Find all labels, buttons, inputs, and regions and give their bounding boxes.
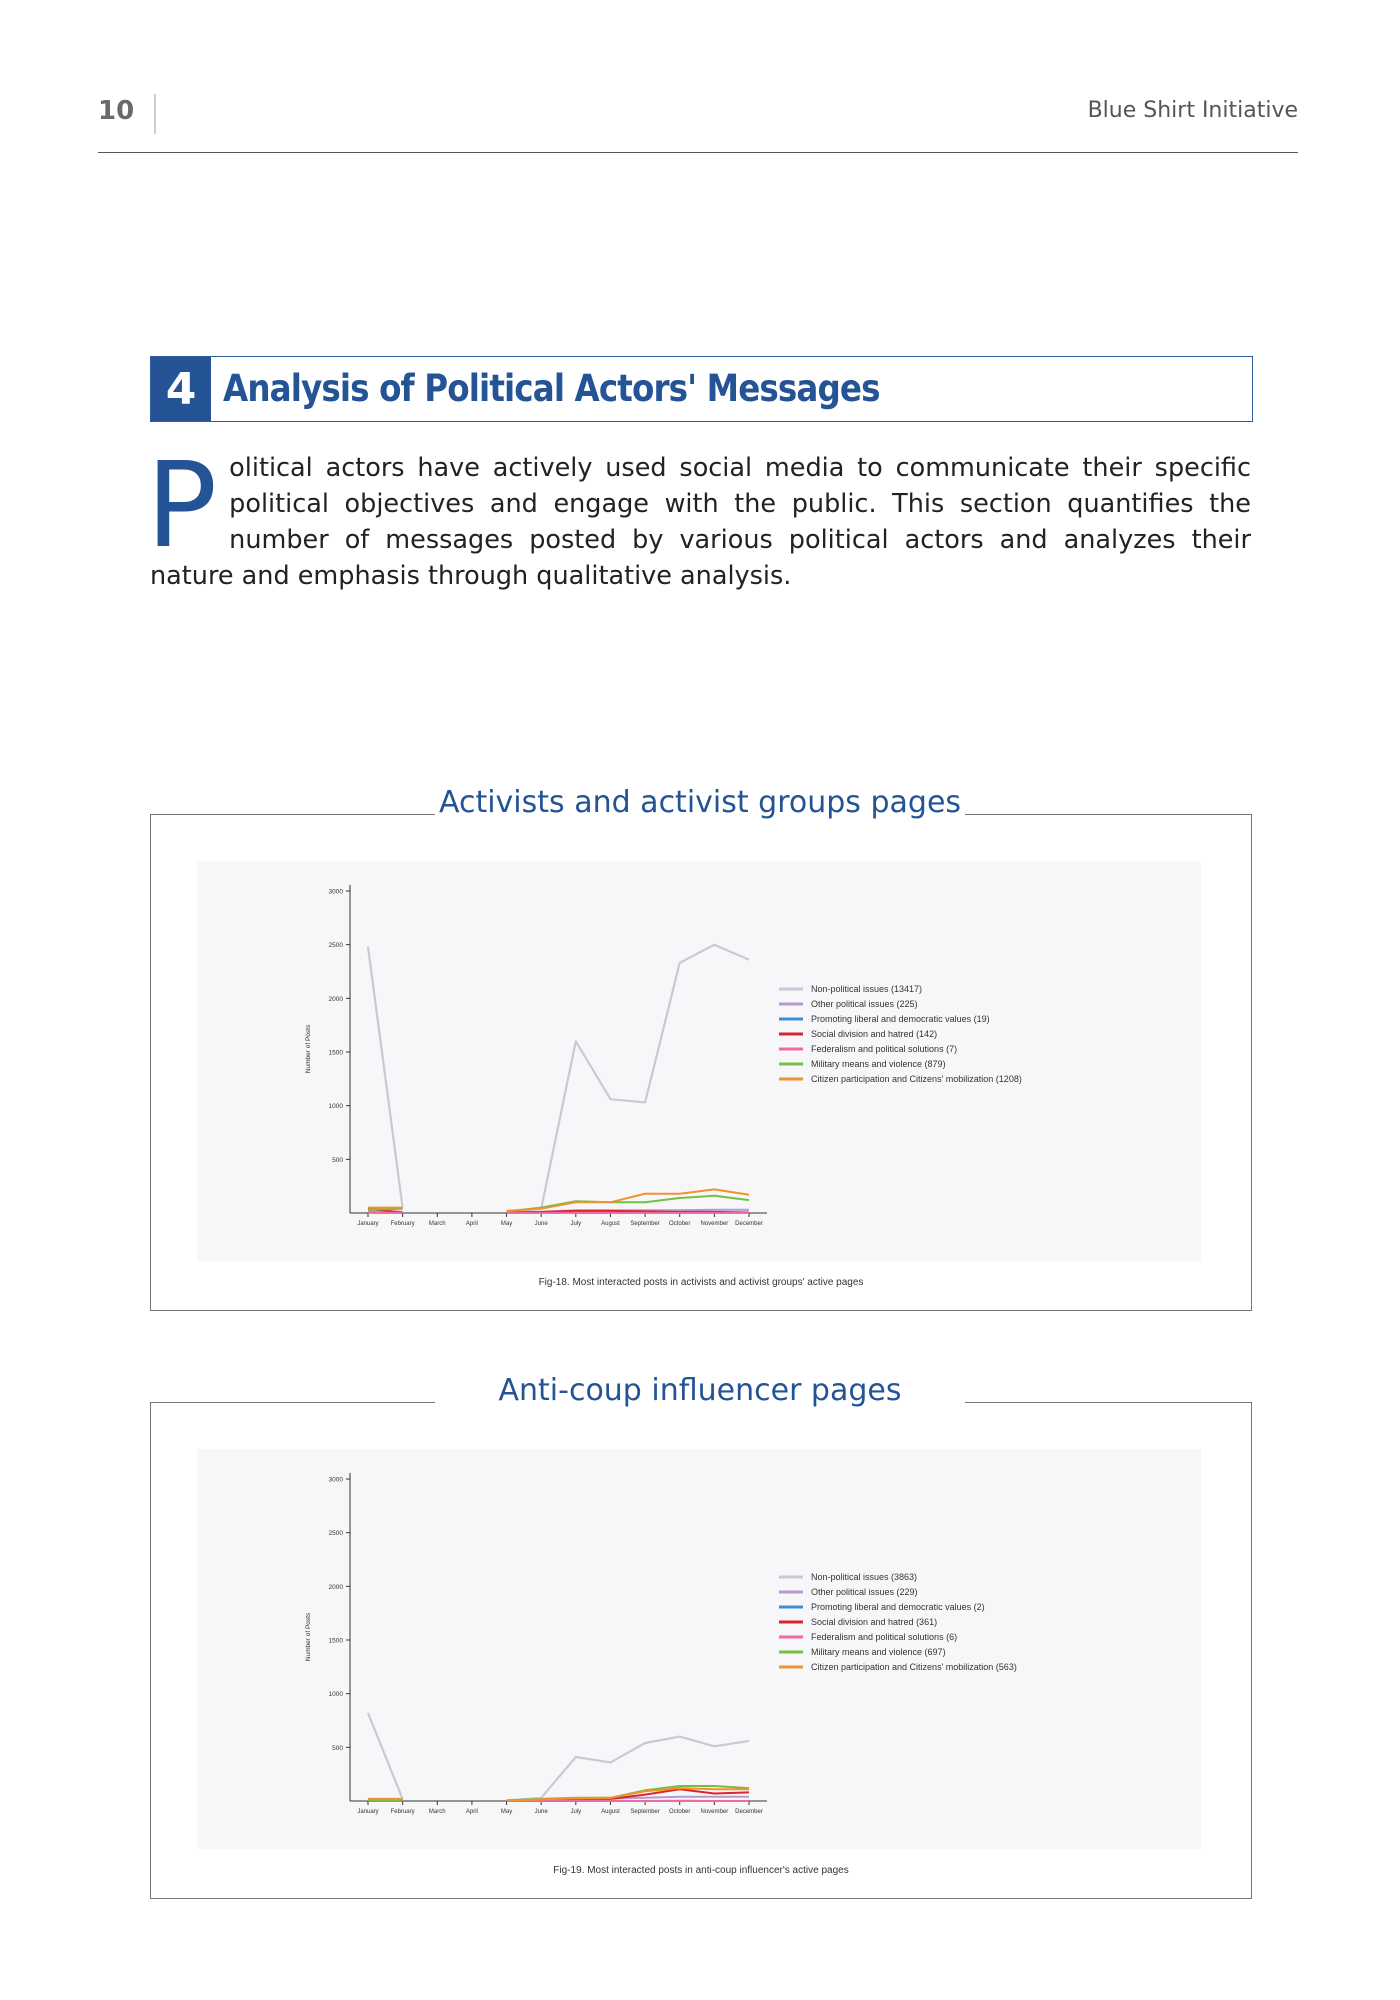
x-tick-label: September: [630, 1809, 660, 1815]
figure-caption: Fig-19. Most interacted posts in anti-coup influencer's active pages: [553, 1865, 849, 1876]
x-tick-label: November: [700, 1221, 729, 1227]
y-tick-label: 1000: [328, 1103, 343, 1111]
x-tick-label: September: [630, 1221, 660, 1227]
y-axis-label: Number of Posts: [305, 1024, 312, 1074]
drop-cap: P: [146, 436, 218, 574]
x-tick-label: April: [465, 1221, 478, 1227]
header-divider: [154, 94, 156, 134]
figure-caption: Fig-18. Most interacted posts in activists and activist groups' active pages: [538, 1277, 864, 1288]
x-tick-label: December: [735, 1221, 763, 1227]
section-heading: [150, 356, 1253, 422]
y-tick-label: 3000: [328, 888, 343, 896]
y-tick-label: 2500: [328, 942, 343, 950]
legend-label: Other political issues (229): [811, 1587, 918, 1597]
x-tick-label: December: [735, 1809, 763, 1815]
figure-influencers: [150, 1373, 1252, 1899]
legend-label: Non-political issues (3863): [811, 1572, 918, 1582]
x-tick-label: March: [428, 1809, 446, 1815]
x-tick-label: October: [669, 1809, 691, 1815]
legend-label: Federalism and political solutions (7): [811, 1044, 958, 1054]
legend-label: Social division and hatred (142): [811, 1029, 938, 1039]
y-tick-label: 2500: [328, 1530, 343, 1538]
x-tick-label: March: [428, 1221, 446, 1227]
legend-label: Military means and violence (879): [811, 1059, 946, 1069]
page-number: 10: [98, 96, 135, 126]
x-tick-label: January: [357, 1809, 379, 1815]
x-tick-label: August: [601, 1221, 620, 1227]
x-tick-label: April: [465, 1809, 478, 1815]
figure-title: Activists and activist groups pages: [435, 783, 965, 823]
intro-text: olitical actors have actively used social media to communicate their specific political objectives and engage with the public. This section quantifies the number of messages posted by various political actors and analyzes their nature and emphasis through qualitative analysis.: [150, 453, 1251, 591]
x-tick-label: February: [390, 1809, 415, 1815]
x-tick-label: January: [357, 1221, 379, 1227]
legend-label: Social division and hatred (361): [811, 1617, 938, 1627]
x-tick-label: June: [534, 1221, 548, 1227]
chart-background: [197, 861, 1201, 1261]
x-tick-label: July: [570, 1809, 582, 1815]
legend-label: Promoting liberal and democratic values (2): [811, 1602, 985, 1612]
publication-title: Blue Shirt Initiative: [1087, 98, 1298, 123]
chart-activists: [197, 861, 1201, 1261]
y-tick-label: 1000: [328, 1691, 343, 1699]
y-tick-label: 500: [332, 1744, 343, 1752]
x-tick-label: February: [390, 1221, 415, 1227]
y-tick-label: 3000: [328, 1476, 343, 1484]
x-tick-label: November: [700, 1809, 729, 1815]
legend-label: Citizen participation and Citizens' mobilization (563): [811, 1662, 1017, 1672]
legend-label: Other political issues (225): [811, 999, 918, 1009]
intro-paragraph: [146, 436, 1251, 594]
x-tick-label: July: [570, 1221, 582, 1227]
legend-label: Citizen participation and Citizens' mobilization (1208): [811, 1074, 1022, 1084]
section-number: 4: [151, 357, 211, 421]
chart-influencers: [197, 1449, 1201, 1849]
figure-title: Anti-coup influencer pages: [435, 1371, 965, 1411]
x-tick-label: October: [669, 1221, 691, 1227]
section-title: Analysis of Political Actors' Messages: [223, 367, 880, 410]
y-tick-label: 2000: [328, 1583, 343, 1591]
page-header: [98, 86, 1298, 153]
y-tick-label: 1500: [328, 1637, 343, 1645]
x-tick-label: June: [534, 1809, 548, 1815]
figure-activists: [150, 785, 1252, 1311]
y-tick-label: 500: [332, 1156, 343, 1164]
legend-label: Military means and violence (697): [811, 1647, 946, 1657]
legend-label: Federalism and political solutions (6): [811, 1632, 958, 1642]
y-axis-label: Number of Posts: [305, 1612, 312, 1662]
x-tick-label: August: [601, 1809, 620, 1815]
x-tick-label: May: [500, 1221, 513, 1227]
y-tick-label: 1500: [328, 1049, 343, 1057]
x-tick-label: May: [500, 1809, 513, 1815]
legend-label: Promoting liberal and democratic values (19): [811, 1014, 990, 1024]
legend-label: Non-political issues (13417): [811, 984, 923, 994]
y-tick-label: 2000: [328, 995, 343, 1003]
